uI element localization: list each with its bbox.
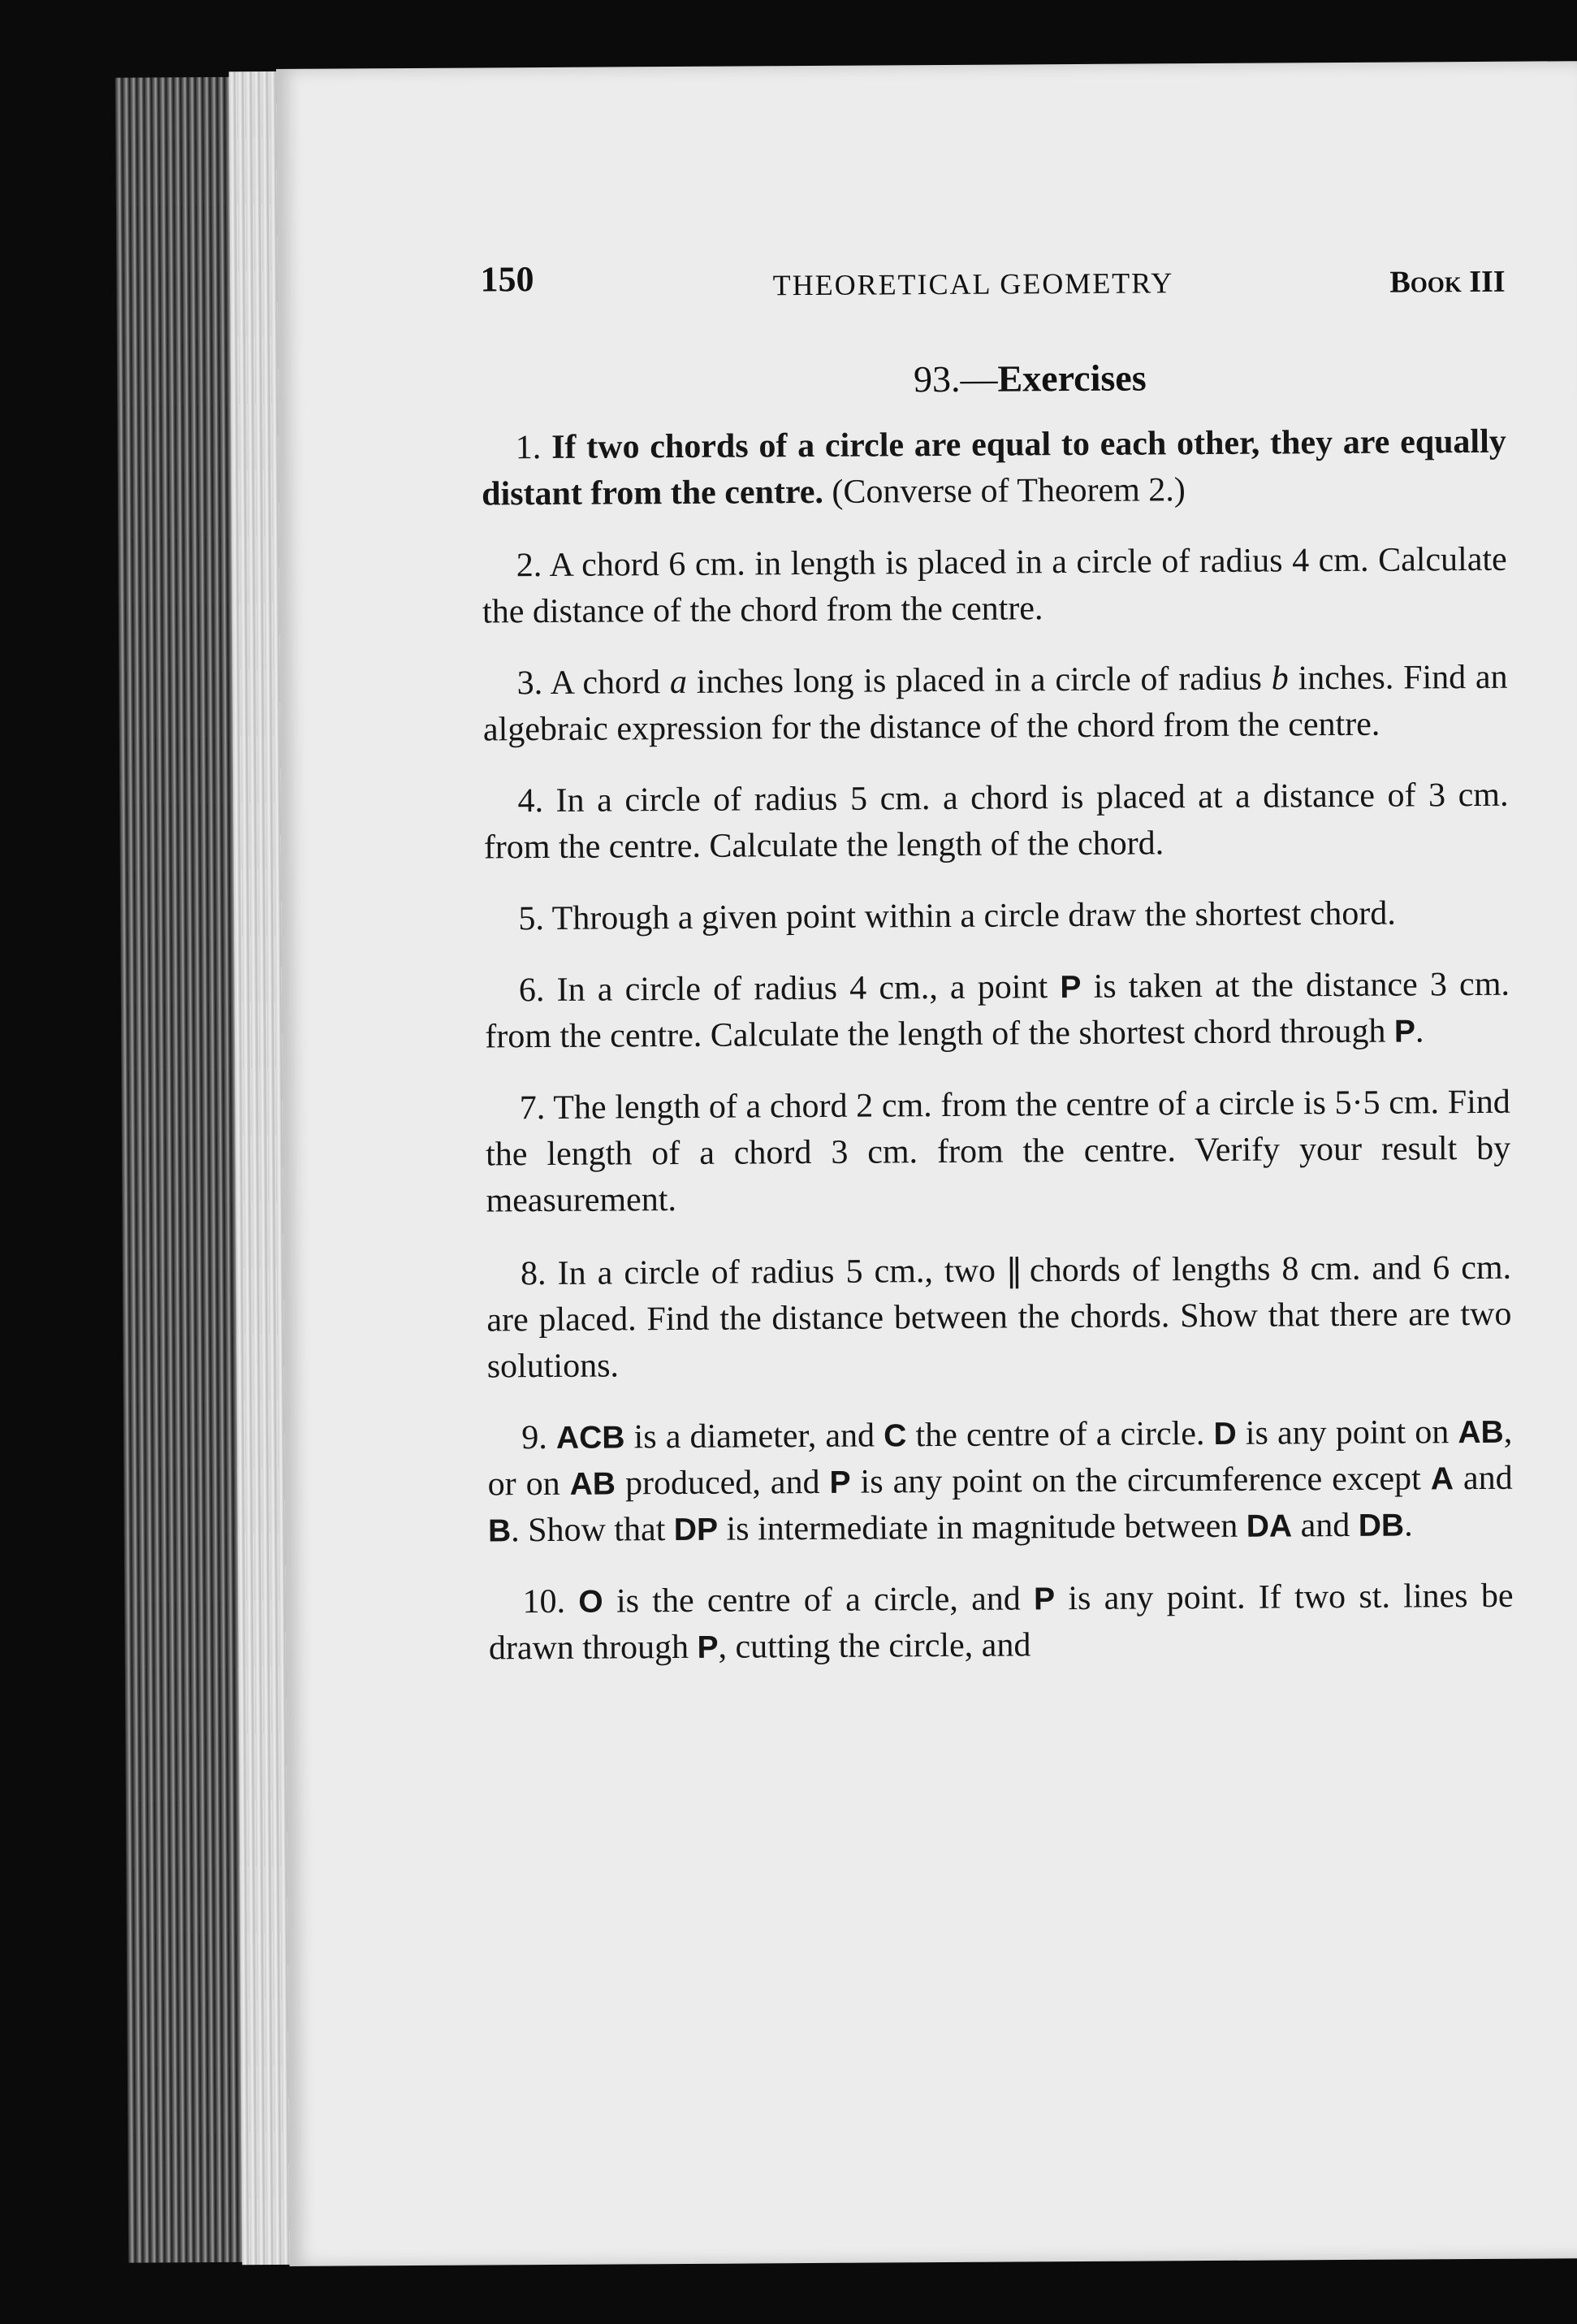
page-header bbox=[480, 253, 1505, 308]
point-label: DB bbox=[1358, 1508, 1405, 1543]
exercise-number: 2. bbox=[516, 547, 542, 585]
exercise-text: inches long is placed in a circle of radius bbox=[686, 660, 1272, 701]
point-label: DA bbox=[1246, 1508, 1293, 1544]
point-label: A bbox=[1430, 1461, 1454, 1497]
point-label: AB bbox=[569, 1466, 616, 1502]
book-page bbox=[276, 61, 1577, 2266]
exercise-number: 10. bbox=[522, 1582, 566, 1621]
point-label: P bbox=[1393, 1014, 1416, 1049]
exercise-number: 1. bbox=[515, 429, 542, 467]
exercise-6 bbox=[485, 962, 1510, 1061]
point-label: B bbox=[487, 1513, 512, 1549]
exercise-text: . bbox=[1415, 1012, 1424, 1050]
exercise-text: In a circle of radius 4 cm., a point bbox=[556, 968, 1061, 1009]
exercise-text: is the centre of a circle, and bbox=[603, 1580, 1035, 1621]
exercise-list bbox=[482, 419, 1514, 1698]
exercise-text: (Converse of Theorem 2.) bbox=[823, 471, 1186, 511]
exercise-text: is a diameter, and bbox=[624, 1417, 884, 1456]
exercise-text: is any point on bbox=[1236, 1413, 1458, 1452]
exercise-10 bbox=[488, 1573, 1514, 1673]
point-label: D bbox=[1213, 1416, 1237, 1452]
exercise-text: , cutting the circle, and bbox=[718, 1626, 1031, 1666]
exercise-2 bbox=[482, 537, 1508, 636]
exercise-4 bbox=[483, 773, 1509, 872]
exercise-bold-statement: If two chords of a circle are equal to each other, they are equally distant from the centre. bbox=[482, 422, 1506, 513]
exercise-text: is intermediate in magnitude between bbox=[717, 1507, 1246, 1548]
exercise-text: In a circle of radius 5 cm., two bbox=[557, 1252, 1008, 1292]
exercise-7 bbox=[486, 1080, 1511, 1225]
exercise-text: . Show that bbox=[511, 1511, 674, 1550]
exercise-number: 3. bbox=[516, 664, 543, 703]
exercise-text: A chord bbox=[550, 664, 671, 702]
exercise-text: is any point. If two st. lines be drawn through bbox=[488, 1577, 1514, 1668]
exercise-text: The length of a chord 2 cm. from the centre of a circle is 5·5 cm. Find the length of a chord 3 cm. from the centre. Verify your result by measurement. bbox=[486, 1083, 1511, 1220]
exercise-text: the centre of a circle. bbox=[906, 1414, 1214, 1455]
exercise-text: inches. Find an algebraic expression for the distance of the chord from the centre. bbox=[482, 658, 1508, 749]
exercise-number: 6. bbox=[518, 972, 545, 1010]
section-title: Exercises bbox=[997, 357, 1147, 400]
exercise-number: 8. bbox=[520, 1254, 547, 1293]
exercise-9 bbox=[487, 1409, 1513, 1555]
exercise-text: , or on bbox=[487, 1413, 1513, 1504]
exercise-5 bbox=[484, 890, 1509, 943]
point-label: P bbox=[829, 1465, 851, 1500]
exercise-number: 9. bbox=[521, 1418, 547, 1457]
point-label: P bbox=[697, 1629, 719, 1665]
exercise-text: Through a given point within a circle draw the shortest chord. bbox=[551, 894, 1396, 937]
exercise-text: is taken at the distance 3 cm. from the centre. Calculate the length of the shortest chord through bbox=[485, 965, 1510, 1056]
exercise-text: and bbox=[1292, 1506, 1359, 1545]
exercise-text: chords of lengths 8 cm. and 6 cm. are placed. Find the distance between the chords. Show that there are two solutions. bbox=[486, 1249, 1512, 1386]
exercise-text: is any point on the circumference except bbox=[850, 1460, 1431, 1501]
section-heading bbox=[481, 354, 1506, 404]
point-label: P bbox=[1060, 969, 1082, 1006]
point-label: C bbox=[884, 1418, 907, 1454]
point-label: P bbox=[1033, 1582, 1056, 1617]
point-label: O bbox=[578, 1584, 603, 1620]
exercise-number: 5. bbox=[518, 900, 545, 938]
page-number: 150 bbox=[480, 259, 534, 300]
exercise-number: 7. bbox=[519, 1089, 546, 1127]
exercise-text: . bbox=[1404, 1506, 1413, 1544]
exercise-1 bbox=[482, 419, 1507, 518]
exercise-number: 4. bbox=[517, 782, 544, 820]
book-label: Book III bbox=[1389, 264, 1506, 300]
running-title: THEORETICAL GEOMETRY bbox=[772, 266, 1174, 302]
point-label: DP bbox=[673, 1512, 719, 1548]
exercise-text: produced, and bbox=[615, 1463, 830, 1503]
point-label: ACB bbox=[555, 1420, 625, 1456]
section-number: 93.— bbox=[913, 357, 998, 400]
variable-b: b bbox=[1271, 660, 1289, 698]
exercise-text: and bbox=[1453, 1459, 1513, 1498]
point-label: AB bbox=[1458, 1414, 1504, 1451]
exercise-8 bbox=[486, 1244, 1512, 1391]
exercise-3 bbox=[482, 655, 1508, 754]
variable-a: a bbox=[669, 663, 688, 702]
parallel-symbol: || bbox=[1006, 1250, 1019, 1289]
exercise-text: A chord 6 cm. in length is placed in a circle of radius 4 cm. Calculate the distance of the chord from the centre. bbox=[482, 540, 1507, 631]
exercise-text: In a circle of radius 5 cm. a chord is placed at a distance of 3 cm. from the centre. Calculate the length of the chord. bbox=[483, 776, 1509, 867]
